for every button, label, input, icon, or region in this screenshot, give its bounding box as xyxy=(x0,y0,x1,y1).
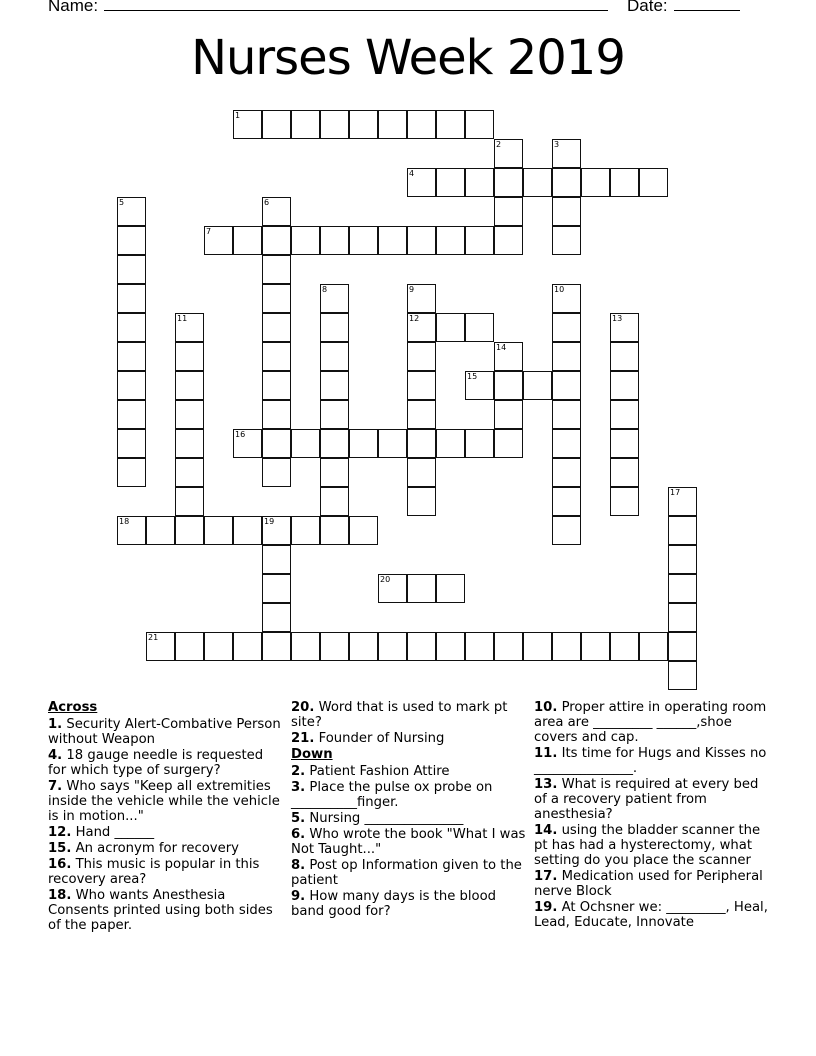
grid-cell[interactable] xyxy=(320,400,349,429)
clue-number: 12 xyxy=(409,314,420,323)
grid-cell[interactable] xyxy=(291,110,320,139)
grid-cell[interactable] xyxy=(320,342,349,371)
clues-column-3 xyxy=(534,700,770,931)
grid-cell[interactable] xyxy=(407,458,436,487)
clue-down-9: 9. How many days is the blood band good for? xyxy=(291,889,497,919)
grid-cell[interactable] xyxy=(407,632,436,661)
clue-number: 14 xyxy=(496,343,507,352)
clue-number: 20 xyxy=(380,575,391,584)
grid-cell[interactable] xyxy=(291,516,320,545)
clue-across-12: 12. Hand ______ xyxy=(48,825,155,840)
grid-cell[interactable] xyxy=(233,632,262,661)
grid-cell[interactable] xyxy=(465,313,494,342)
grid-cell[interactable] xyxy=(465,429,494,458)
grid-cell[interactable] xyxy=(262,110,291,139)
clue-down-8: 8. Post op Information given to the patient xyxy=(291,858,522,888)
grid-cell[interactable] xyxy=(175,371,204,400)
clue-down-10: 10. Proper attire in operating room area are _________ ______,shoe covers and cap. xyxy=(534,700,767,745)
grid-cell[interactable] xyxy=(349,429,378,458)
grid-cell[interactable] xyxy=(523,168,552,197)
grid-cell[interactable] xyxy=(436,168,465,197)
grid-cell[interactable] xyxy=(233,429,262,458)
clue-number: 15 xyxy=(467,372,478,381)
grid-cell[interactable] xyxy=(407,110,436,139)
grid-cell[interactable] xyxy=(552,197,581,226)
clue-number: 2 xyxy=(496,140,502,149)
grid-cell[interactable] xyxy=(407,487,436,516)
grid-cell[interactable] xyxy=(117,313,146,342)
clue-across-7: 7. Who says "Keep all extremities inside the vehicle while the vehicle is in motion..." xyxy=(48,779,280,824)
grid-cell[interactable] xyxy=(262,284,291,313)
date-label: Date: xyxy=(627,0,668,15)
grid-cell[interactable] xyxy=(117,400,146,429)
grid-cell[interactable] xyxy=(610,458,639,487)
grid-cell[interactable] xyxy=(494,400,523,429)
grid-cell[interactable] xyxy=(465,168,494,197)
grid-cell[interactable] xyxy=(233,110,262,139)
grid-cell[interactable] xyxy=(262,458,291,487)
clue-down-3: 3. Place the pulse ox probe on __________finger. xyxy=(291,780,493,810)
grid-cell[interactable] xyxy=(291,429,320,458)
clue-number: 1 xyxy=(235,111,241,120)
grid-cell[interactable] xyxy=(407,168,436,197)
grid-cell[interactable] xyxy=(320,458,349,487)
clues-column-2 xyxy=(291,700,527,920)
grid-cell[interactable] xyxy=(494,429,523,458)
grid-cell[interactable] xyxy=(349,516,378,545)
grid-cell[interactable] xyxy=(552,342,581,371)
grid-cell[interactable] xyxy=(117,371,146,400)
clue-number: 8 xyxy=(322,285,328,294)
grid-cell[interactable] xyxy=(117,458,146,487)
grid-cell[interactable] xyxy=(320,632,349,661)
grid-cell[interactable] xyxy=(610,632,639,661)
grid-cell[interactable] xyxy=(668,603,697,632)
grid-cell[interactable] xyxy=(523,632,552,661)
clue-number: 16 xyxy=(235,430,246,439)
grid-cell[interactable] xyxy=(668,632,697,661)
grid-cell[interactable] xyxy=(349,632,378,661)
grid-cell[interactable] xyxy=(407,429,436,458)
grid-cell[interactable] xyxy=(436,632,465,661)
grid-cell[interactable] xyxy=(494,197,523,226)
grid-cell[interactable] xyxy=(407,226,436,255)
grid-cell[interactable] xyxy=(436,574,465,603)
grid-cell[interactable] xyxy=(436,313,465,342)
grid-cell[interactable] xyxy=(552,168,581,197)
grid-cell[interactable] xyxy=(291,632,320,661)
clue-number: 11 xyxy=(177,314,188,323)
grid-cell[interactable] xyxy=(262,255,291,284)
grid-cell[interactable] xyxy=(146,516,175,545)
grid-cell[interactable] xyxy=(465,226,494,255)
grid-cell[interactable] xyxy=(581,168,610,197)
grid-cell[interactable] xyxy=(204,226,233,255)
grid-cell[interactable] xyxy=(262,226,291,255)
clue-down-19: 19. At Ochsner we: _________, Heal, Lead, Educate, Innovate xyxy=(534,900,768,930)
grid-cell[interactable] xyxy=(436,429,465,458)
across-heading: Across xyxy=(48,700,98,715)
clue-number: 9 xyxy=(409,285,415,294)
grid-cell[interactable] xyxy=(552,632,581,661)
grid-cell[interactable] xyxy=(320,110,349,139)
clue-down-6: 6. Who wrote the book "What I was Not Taught..." xyxy=(291,827,526,857)
grid-cell[interactable] xyxy=(610,400,639,429)
clue-down-14: 14. using the bladder scanner the pt has had a hysterectomy, what setting do you place the scanner xyxy=(534,823,761,868)
grid-cell[interactable] xyxy=(262,574,291,603)
grid-cell[interactable] xyxy=(146,632,175,661)
grid-cell[interactable] xyxy=(639,632,668,661)
grid-cell[interactable] xyxy=(175,632,204,661)
grid-cell[interactable] xyxy=(552,139,581,168)
grid-cell[interactable] xyxy=(494,342,523,371)
name-label: Name: xyxy=(48,0,99,15)
grid-cell[interactable] xyxy=(175,458,204,487)
clue-number: 3 xyxy=(554,140,560,149)
grid-cell[interactable] xyxy=(204,516,233,545)
grid-cell[interactable] xyxy=(407,342,436,371)
grid-cell[interactable] xyxy=(552,429,581,458)
grid-cell[interactable] xyxy=(378,110,407,139)
grid-cell[interactable] xyxy=(175,429,204,458)
grid-cell[interactable] xyxy=(320,516,349,545)
grid-cell[interactable] xyxy=(320,313,349,342)
grid-cell[interactable] xyxy=(494,632,523,661)
grid-cell[interactable] xyxy=(262,632,291,661)
clue-across-4: 4. 18 gauge needle is requested for which type of surgery? xyxy=(48,748,264,778)
grid-cell[interactable] xyxy=(378,574,407,603)
clue-across-15: 15. An acronym for recovery xyxy=(48,841,239,856)
down-heading: Down xyxy=(291,747,333,762)
grid-cell[interactable] xyxy=(262,603,291,632)
clue-across-18: 18. Who wants Anesthesia Consents printed using both sides of the paper. xyxy=(48,888,273,933)
grid-cell[interactable] xyxy=(349,226,378,255)
grid-cell[interactable] xyxy=(117,429,146,458)
grid-cell[interactable] xyxy=(465,110,494,139)
grid-cell[interactable] xyxy=(552,487,581,516)
grid-cell[interactable] xyxy=(117,255,146,284)
grid-cell[interactable] xyxy=(494,139,523,168)
clue-number: 7 xyxy=(206,227,212,236)
grid-cell[interactable] xyxy=(262,516,291,545)
grid-cell[interactable] xyxy=(320,284,349,313)
grid-cell[interactable] xyxy=(233,226,262,255)
grid-cell[interactable] xyxy=(610,313,639,342)
grid-cell[interactable] xyxy=(117,284,146,313)
grid-cell[interactable] xyxy=(320,226,349,255)
grid-cell[interactable] xyxy=(668,516,697,545)
clue-down-11: 11. Its time for Hugs and Kisses no _______________. xyxy=(534,746,767,776)
grid-cell[interactable] xyxy=(262,400,291,429)
clue-number: 5 xyxy=(119,198,125,207)
grid-cell[interactable] xyxy=(262,545,291,574)
grid-cell[interactable] xyxy=(610,487,639,516)
grid-cell[interactable] xyxy=(320,487,349,516)
grid-cell[interactable] xyxy=(262,313,291,342)
grid-cell[interactable] xyxy=(262,197,291,226)
grid-cell[interactable] xyxy=(494,371,523,400)
grid-cell[interactable] xyxy=(117,342,146,371)
clue-across-16: 16. This music is popular in this recovery area? xyxy=(48,857,260,887)
clue-across-1: 1. Security Alert-Combative Person without Weapon xyxy=(48,717,281,747)
grid-cell[interactable] xyxy=(436,110,465,139)
grid-cell[interactable] xyxy=(320,371,349,400)
clue-number: 17 xyxy=(670,488,681,497)
grid-cell[interactable] xyxy=(494,226,523,255)
grid-cell[interactable] xyxy=(262,429,291,458)
grid-cell[interactable] xyxy=(668,661,697,690)
grid-cell[interactable] xyxy=(407,313,436,342)
grid-cell[interactable] xyxy=(378,429,407,458)
grid-cell[interactable] xyxy=(465,371,494,400)
clue-down-13: 13. What is required at every bed of a recovery patient from anesthesia? xyxy=(534,777,759,822)
clues-column-1 xyxy=(48,700,284,934)
grid-cell[interactable] xyxy=(291,226,320,255)
grid-cell[interactable] xyxy=(581,632,610,661)
grid-cell[interactable] xyxy=(320,429,349,458)
grid-cell[interactable] xyxy=(117,197,146,226)
clue-number: 10 xyxy=(554,285,565,294)
grid-cell[interactable] xyxy=(668,487,697,516)
grid-cell[interactable] xyxy=(552,516,581,545)
grid-cell[interactable] xyxy=(407,284,436,313)
grid-cell[interactable] xyxy=(407,371,436,400)
grid-cell[interactable] xyxy=(610,342,639,371)
grid-cell[interactable] xyxy=(407,400,436,429)
grid-cell[interactable] xyxy=(407,574,436,603)
grid-cell[interactable] xyxy=(204,632,233,661)
clue-number: 19 xyxy=(264,517,275,526)
clue-number: 18 xyxy=(119,517,130,526)
clue-across-20: 20. Word that is used to mark pt site? xyxy=(291,700,508,730)
grid-cell[interactable] xyxy=(117,516,146,545)
grid-cell[interactable] xyxy=(175,487,204,516)
grid-cell[interactable] xyxy=(610,168,639,197)
clue-number: 21 xyxy=(148,633,159,642)
grid-cell[interactable] xyxy=(552,284,581,313)
grid-cell[interactable] xyxy=(262,342,291,371)
grid-cell[interactable] xyxy=(610,429,639,458)
grid-cell[interactable] xyxy=(552,313,581,342)
clue-down-2: 2. Patient Fashion Attire xyxy=(291,764,450,779)
grid-cell[interactable] xyxy=(175,313,204,342)
grid-cell[interactable] xyxy=(552,226,581,255)
grid-cell[interactable] xyxy=(552,371,581,400)
grid-cell[interactable] xyxy=(378,632,407,661)
grid-cell[interactable] xyxy=(552,458,581,487)
clue-across-21: 21. Founder of Nursing xyxy=(291,731,445,746)
grid-cell[interactable] xyxy=(175,400,204,429)
grid-cell[interactable] xyxy=(610,371,639,400)
clue-number: 13 xyxy=(612,314,623,323)
clue-down-5: 5. Nursing _______________ xyxy=(291,811,464,826)
grid-cell[interactable] xyxy=(494,168,523,197)
grid-cell[interactable] xyxy=(552,400,581,429)
page-title: Nurses Week 2019 xyxy=(191,30,625,86)
grid-cell[interactable] xyxy=(349,110,378,139)
grid-cell[interactable] xyxy=(465,632,494,661)
grid-cell[interactable] xyxy=(262,371,291,400)
grid-cell[interactable] xyxy=(175,516,204,545)
grid-cell[interactable] xyxy=(378,226,407,255)
grid-cell[interactable] xyxy=(436,226,465,255)
grid-cell[interactable] xyxy=(639,168,668,197)
grid-cell[interactable] xyxy=(523,371,552,400)
clue-down-17: 17. Medication used for Peripheral nerve Block xyxy=(534,869,763,899)
grid-cell[interactable] xyxy=(233,516,262,545)
grid-cell[interactable] xyxy=(117,226,146,255)
clue-number: 4 xyxy=(409,169,415,178)
clue-number: 6 xyxy=(264,198,270,207)
grid-cell[interactable] xyxy=(175,342,204,371)
grid-cell[interactable] xyxy=(668,545,697,574)
grid-cell[interactable] xyxy=(668,574,697,603)
